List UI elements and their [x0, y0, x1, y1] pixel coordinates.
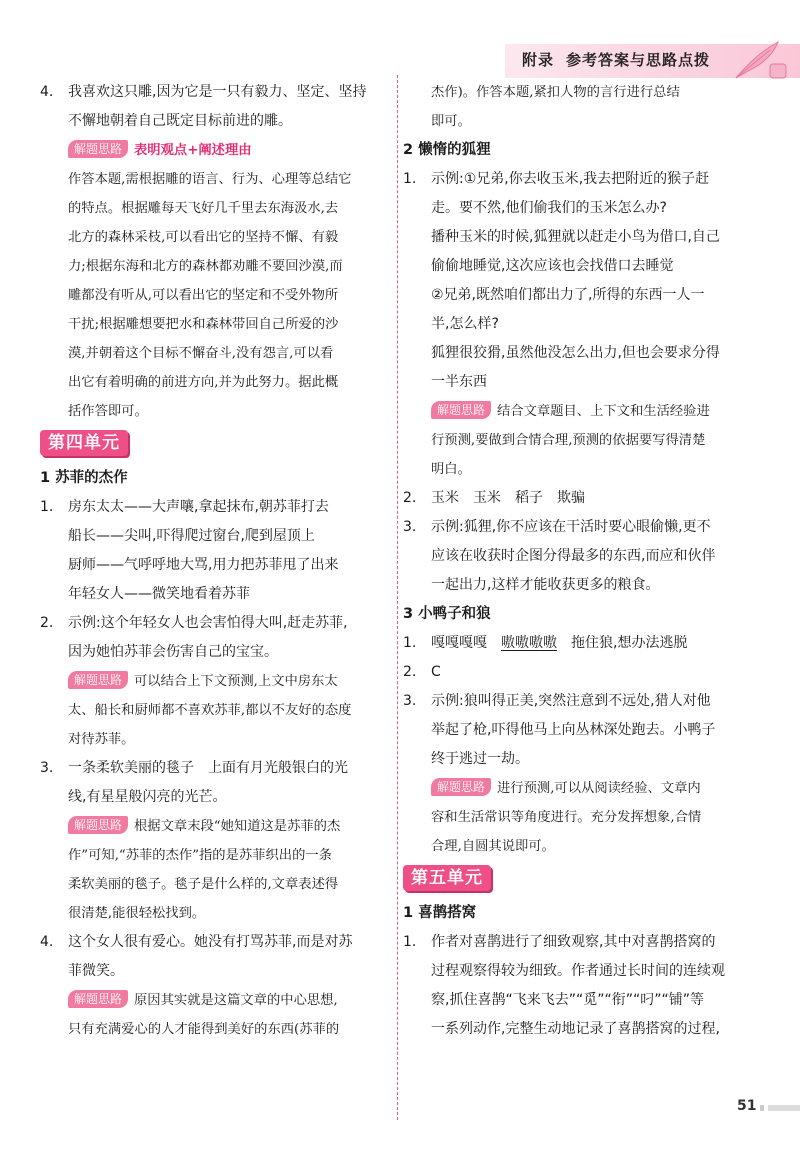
- underlined-answer: 嗷嗷嗷嗷: [501, 635, 557, 651]
- tip-row: 解题思路 可以结合上下文预测,上文中房东太: [40, 667, 380, 696]
- q3-line1: 3. 示例:狼叫得正美,突然注意到不远处,猎人对他: [403, 693, 711, 709]
- page-number-decoration: [760, 1105, 800, 1111]
- explain-line: 合理,自圆其说即可。: [431, 839, 555, 854]
- explain-line: 柔软美丽的毯子。毯子是什么样的,文章表述得: [68, 877, 339, 892]
- left-q4-line2: 不懈地朝着自己既定目标前进的雕。: [68, 113, 292, 129]
- explain-line: 即可。: [431, 114, 471, 129]
- jieti-tag: 解题思路: [68, 671, 128, 689]
- answer-line: 走。要不然,他们偷我们的玉米怎么办?: [431, 200, 667, 216]
- section-title: 2 懒惰的狐狸: [403, 142, 491, 158]
- jieti-tag: 解题思路: [68, 990, 128, 1008]
- unit-four-row: [40, 426, 380, 464]
- page-number: 51: [737, 1098, 757, 1114]
- tip-row: 解题思路 进行预测,可以从阅读经验、文章内: [403, 774, 755, 803]
- answer-line: 线,有星星般闪亮的光芒。: [68, 789, 227, 805]
- explain-line: 北方的森林采枝,可以看出它的坚持不懈、有毅: [68, 230, 339, 245]
- unit-five-row: [403, 861, 755, 899]
- section-title: 3 小鸭子和狼: [403, 606, 491, 622]
- explain-line: 作答本题,需根据雕的语言、行为、心理等总结它: [68, 172, 352, 187]
- q2-line1: 2. 示例:这个年轻女人也会害怕得大叫,赶走苏菲,: [40, 615, 348, 631]
- answer-line: 举起了枪,吓得他马上向丛林深处跑去。小鸭子: [431, 722, 716, 738]
- tip-row: 解题思路 结合文章题目、上下文和生活经验进: [403, 397, 755, 426]
- answer-line: 过程观察得较为细致。作者通过长时间的连续观: [431, 963, 725, 979]
- answer-line: 狐狸很狡猾,虽然他没怎么出力,但也会要求分得: [431, 345, 720, 361]
- left-q4-tip-row: [40, 136, 380, 165]
- answer-line: 年轻女人——微笑地看着苏菲: [68, 586, 250, 602]
- unit-badge: 第五单元: [403, 865, 491, 891]
- unit-badge: 第四单元: [40, 430, 128, 456]
- explain-line: 出它有着明确的前进方向,并为此努力。据此概: [68, 375, 339, 390]
- explain-line: 括作答即可。: [68, 404, 148, 419]
- explain-line: 容和生活常识等角度进行。充分发挥想象,合情: [431, 810, 702, 825]
- q1-line1: 1. 房东太太——大声嚷,拿起抹布,朝苏菲打去: [40, 499, 329, 515]
- q2-line: 2. C: [403, 664, 441, 680]
- answer-line: 半,怎么样?: [431, 316, 499, 332]
- q3-line1: 3. 示例:狐狸,你不应该在干活时要心眼偷懒,更不: [403, 519, 711, 535]
- header-title: [522, 49, 710, 70]
- jieti-tag: 解题思路: [431, 778, 491, 796]
- answer-line: 察,抓住喜鹊“飞来飞去”“觅”“衔”“叼”“铺”等: [431, 992, 704, 1008]
- answer-line: 偷偷地睡觉,这次应该也会找借口去睡觉: [431, 258, 674, 274]
- jieti-tag: 解题思路: [68, 140, 128, 158]
- tip-row: 解题思路 根据文章末段“她知道这是苏菲的杰: [40, 812, 380, 841]
- explain-line: 作”可知,“苏菲的杰作”指的是苏菲织出的一条: [68, 848, 332, 863]
- explain-line: 太、船长和厨师都不喜欢苏菲,都以不友好的态度: [68, 703, 352, 718]
- explain-line: 明白。: [431, 462, 471, 477]
- answer-line: 应该在收获时企图分得最多的东西,而应和伙伴: [431, 548, 716, 564]
- right-column: [403, 78, 755, 1044]
- q1-line1: 1. 示例:①兄弟,你去收玉米,我去把附近的猴子赶: [403, 171, 710, 187]
- header-subtitle: 参考答案与思路点拨: [566, 51, 711, 69]
- explain-line: 力;根据东海和北方的森林都劝雕不要回沙漠,而: [68, 259, 343, 274]
- jieti-tag: 解题思路: [68, 816, 128, 834]
- answer-line: 一系列动作,完整生动地记录了喜鹊搭窝的过程,: [431, 1021, 720, 1037]
- section-title: 1 苏菲的杰作: [40, 470, 128, 486]
- tip-row: 解题思路 原因其实就是这篇文章的中心思想,: [40, 986, 380, 1015]
- answer-line: 菲微笑。: [68, 963, 124, 979]
- q1-line: 1. 嘎嘎嘎嘎 嗷嗷嗷嗷 拖住狼,想办法逃脱: [403, 635, 688, 651]
- explain-line: 只有充满爱心的人才能得到美好的东西(苏菲的: [68, 1022, 340, 1037]
- q4b-line1: 4. 这个女人很有爱心。她没有打骂苏菲,而是对苏: [40, 934, 353, 950]
- explain-line: 行预测,要做到合情合理,预测的依据要写得清楚: [431, 433, 706, 448]
- answer-line: 一起出力,这样才能收获更多的粮食。: [431, 577, 660, 593]
- q1-line1: 1. 作者对喜鹊进行了细致观察,其中对喜鹊搭窝的: [403, 934, 716, 950]
- explain-line: 雕都没有听从,可以看出它的坚定和不受外物所: [68, 288, 339, 303]
- q3-line1: 3. 一条柔软美丽的毯子 上面有月光般银白的光: [40, 760, 348, 776]
- answer-line: 播种玉米的时候,狐狸就以赶走小鸟为借口,自己: [431, 229, 720, 245]
- q2-line: 2. 玉米 玉米 稻子 欺骗: [403, 490, 585, 506]
- tip-heading: 表明观点+阐述理由: [134, 143, 252, 158]
- answer-line: 一半东西: [431, 374, 487, 390]
- explain-line: 对待苏菲。: [68, 732, 135, 747]
- answer-line: 因为她怕苏菲会伤害自己的宝宝。: [68, 644, 278, 660]
- feather-pen-icon: [730, 38, 790, 82]
- section-title: 1 喜鹊搭窝: [403, 905, 477, 921]
- column-divider: [397, 75, 398, 1120]
- explain-line: 杰作)。作答本题,紧扣人物的言行进行总结: [431, 85, 680, 100]
- answer-line: 厨师——气呼呼地大骂,用力把苏菲甩了出来: [68, 557, 339, 573]
- explain-line: 漠,并朝着这个目标不懈奋斗,没有怨言,可以看: [68, 346, 334, 361]
- explain-line: 的特点。根据雕每天飞好几千里去东海汲水,去: [68, 201, 339, 216]
- answer-line: ②兄弟,既然咱们都出力了,所得的东西一人一: [431, 287, 705, 303]
- answer-line: 终于逃过一劫。: [431, 751, 529, 767]
- jieti-tag: 解题思路: [431, 401, 491, 419]
- answer-line: 船长——尖叫,吓得爬过窗台,爬到屋顶上: [68, 528, 315, 544]
- explain-line: 很清楚,能很轻松找到。: [68, 906, 206, 921]
- explain-line: 干扰;根据雕想要把水和森林带回自己所爱的沙: [68, 317, 339, 332]
- left-q4-line1: 4. 我喜欢这只雕,因为它是一只有毅力、坚定、坚持: [40, 84, 367, 100]
- left-column: [40, 78, 380, 1044]
- header-section: 附录: [522, 51, 555, 69]
